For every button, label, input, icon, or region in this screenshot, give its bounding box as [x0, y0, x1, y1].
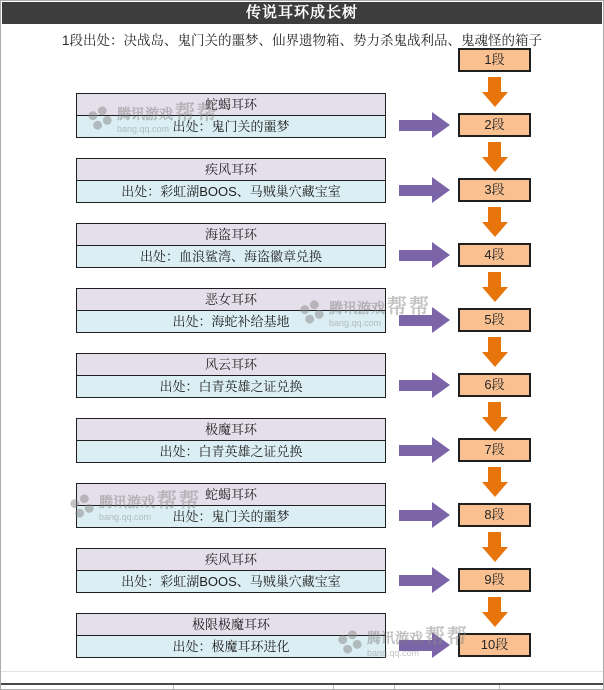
arrow-shaft [488, 597, 501, 612]
down-arrow-icon [481, 337, 508, 367]
down-arrow-icon [481, 77, 508, 107]
down-arrow-icon [481, 207, 508, 237]
earring-name: 疾风耳环 [77, 159, 385, 181]
down-arrow-icon [481, 142, 508, 172]
arrow-head [432, 177, 450, 203]
earring-source: 出处：彩虹湖BOOS、马贼巢穴藏宝室 [77, 571, 385, 592]
watermark-url: bang.qq.com [117, 124, 170, 134]
stage-box-4: 4段 [458, 243, 531, 267]
arrow-shaft [488, 77, 501, 92]
arrow-shaft [399, 315, 432, 326]
arrow-shaft [399, 510, 432, 521]
watermark-logo-text: 帮帮 [387, 296, 431, 318]
down-arrow-icon [481, 402, 508, 432]
earring-box [76, 93, 386, 138]
sheet-gridline-tick [173, 685, 174, 690]
stage-box-5: 5段 [458, 308, 531, 332]
watermark-brand: 腾讯游戏 [117, 106, 173, 122]
earring-box [76, 418, 386, 463]
stage-box-7: 7段 [458, 438, 531, 462]
stage-box-10: 10段 [458, 633, 531, 657]
down-arrow-icon [481, 467, 508, 497]
watermark-url: bang.qq.com [329, 318, 382, 328]
earring-box [76, 158, 386, 203]
arrow-head [432, 242, 450, 268]
earring-source: 出处：血浪鲨湾、海盗徽章兑换 [77, 246, 385, 267]
right-arrow-icon [399, 502, 450, 528]
arrow-head [482, 92, 508, 107]
earring-name: 海盗耳环 [77, 224, 385, 246]
sheet-gridline-tick [394, 685, 395, 690]
earring-source: 出处：鬼门关的噩梦 [77, 506, 385, 527]
right-arrow-icon [399, 372, 450, 398]
earring-name: 恶女耳环 [77, 289, 385, 311]
right-arrow-icon [399, 437, 450, 463]
arrow-head [432, 567, 450, 593]
earring-source: 出处：鬼门关的噩梦 [77, 116, 385, 137]
arrow-shaft [488, 337, 501, 352]
watermark-brand: 腾讯游戏 [99, 494, 155, 510]
earring-box [76, 548, 386, 593]
stage-box-8: 8段 [458, 503, 531, 527]
earring-source: 出处：彩虹湖BOOS、马贼巢穴藏宝室 [77, 181, 385, 202]
earring-box [76, 353, 386, 398]
arrow-shaft [488, 402, 501, 417]
down-arrow-icon [481, 272, 508, 302]
right-arrow-icon [399, 242, 450, 268]
arrow-head [482, 417, 508, 432]
arrow-shaft [399, 380, 432, 391]
arrow-head [482, 287, 508, 302]
earring-source: 出处：白青英雄之证兑换 [77, 376, 385, 397]
earring-source: 出处：极魔耳环进化 [77, 636, 385, 657]
stage-box-6: 6段 [458, 373, 531, 397]
earring-name: 蛇蝎耳环 [77, 484, 385, 506]
arrow-head [432, 372, 450, 398]
sheet-gridline-tick [333, 685, 334, 690]
stage-box-9: 9段 [458, 568, 531, 592]
down-arrow-icon [481, 532, 508, 562]
arrow-head [482, 482, 508, 497]
right-arrow-icon [399, 307, 450, 333]
stage1-source-note: 1段出处：决战岛、鬼门关的噩梦、仙界遗物箱、势力杀鬼战利品、鬼魂怪的箱子 [61, 33, 542, 48]
down-arrow-icon [481, 597, 508, 627]
stage-box-1: 1段 [458, 48, 531, 72]
arrow-shaft [399, 250, 432, 261]
arrow-head [432, 437, 450, 463]
sheet-gridline [1, 671, 603, 672]
watermark-logo-text: 帮帮 [175, 102, 219, 124]
arrow-head [432, 307, 450, 333]
stage-box-3: 3段 [458, 178, 531, 202]
arrow-shaft [399, 640, 432, 651]
earring-source: 出处：海蛇补给基地 [77, 311, 385, 332]
earring-box [76, 288, 386, 333]
arrow-head [432, 632, 450, 658]
arrow-head [482, 547, 508, 562]
watermark-logo-text: 帮帮 [157, 490, 201, 512]
arrow-shaft [488, 207, 501, 222]
earring-name: 疾风耳环 [77, 549, 385, 571]
arrow-head [432, 112, 450, 138]
arrow-shaft [399, 445, 432, 456]
watermark-url: bang.qq.com [99, 512, 152, 522]
earring-box [76, 483, 386, 528]
watermark-logo-text: 帮帮 [425, 626, 469, 648]
arrow-shaft [488, 272, 501, 287]
earring-name: 蛇蝎耳环 [77, 94, 385, 116]
arrow-head [482, 352, 508, 367]
arrow-shaft [488, 142, 501, 157]
sheet-gridline-tick [499, 685, 500, 690]
arrow-shaft [399, 120, 432, 131]
sheet-bottom-border [1, 683, 603, 685]
earring-source: 出处：白青英雄之证兑换 [77, 441, 385, 462]
arrow-head [482, 222, 508, 237]
earring-name: 极魔耳环 [77, 419, 385, 441]
arrow-shaft [488, 467, 501, 482]
page-title: 传说耳环成长树 [2, 2, 602, 24]
arrow-head [482, 612, 508, 627]
watermark-url: bang.qq.com [367, 648, 420, 658]
arrow-head [432, 502, 450, 528]
right-arrow-icon [399, 632, 450, 658]
right-arrow-icon [399, 567, 450, 593]
watermark-brand: 腾讯游戏 [329, 300, 385, 316]
stage-box-2: 2段 [458, 113, 531, 137]
earring-box [76, 613, 386, 658]
earring-box [76, 223, 386, 268]
right-arrow-icon [399, 177, 450, 203]
arrow-shaft [488, 532, 501, 547]
arrow-head [482, 157, 508, 172]
right-arrow-icon [399, 112, 450, 138]
arrow-shaft [399, 575, 432, 586]
arrow-shaft [399, 185, 432, 196]
earring-name: 极限极魔耳环 [77, 614, 385, 636]
earring-name: 风云耳环 [77, 354, 385, 376]
watermark-brand: 腾讯游戏 [367, 630, 423, 646]
